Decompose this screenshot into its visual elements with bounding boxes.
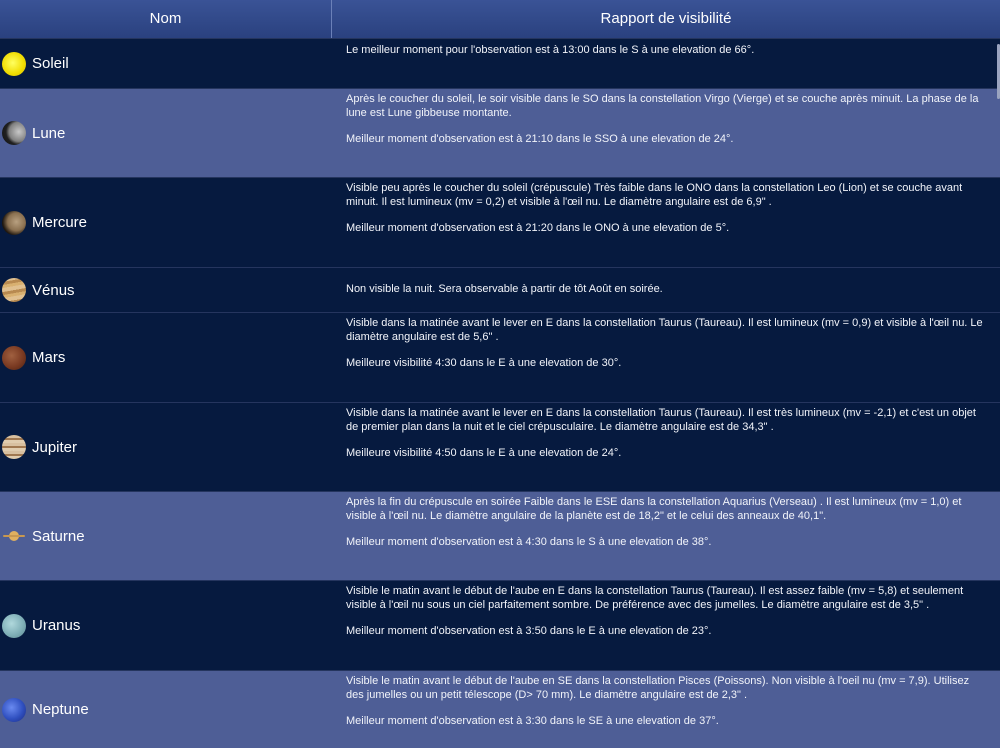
report-cell	[333, 268, 1000, 312]
best-time-text: Le meilleur moment pour l'observation est à 13:00 dans le S à une elevation de 66°.	[346, 44, 755, 56]
table-row[interactable]	[0, 580, 1000, 670]
table-row[interactable]	[0, 402, 1000, 491]
neptune-icon	[2, 698, 26, 722]
best-time-text: Meilleur moment d'observation est à 3:30 dans le SE à une elevation de 37°.	[346, 715, 719, 727]
table-row[interactable]	[0, 670, 1000, 748]
best-time-text: Meilleur moment d'observation est à 4:30 dans le S à une elevation de 38°.	[346, 536, 712, 548]
planet-name-cell	[0, 39, 333, 88]
sun-icon	[2, 52, 26, 76]
uranus-icon	[2, 614, 26, 638]
mercury-icon	[2, 211, 26, 235]
table-row[interactable]	[0, 491, 1000, 580]
table-row[interactable]	[0, 88, 1000, 177]
report-cell	[333, 581, 1000, 670]
visibility-table	[0, 38, 1000, 748]
report-cell	[333, 403, 1000, 491]
planet-name-cell	[0, 671, 333, 748]
visibility-text: Visible dans la matinée avant le lever en E dans la constellation Taurus (Taureau). Il est lumineux (mv = 0,9) et visible à l'œil nu. Le diamètre angulaire est de 5,6" .	[346, 317, 983, 343]
planet-name-cell	[0, 581, 333, 670]
venus-icon	[2, 278, 26, 302]
planet-label: Lune	[32, 124, 66, 142]
mars-icon	[2, 346, 26, 370]
planet-name-cell	[0, 89, 333, 177]
visibility-text: Après la fin du crépuscule en soirée Faible dans le ESE dans la constellation Aquarius (Verseau) . Il est lumineux (mv = 1,0) et visible à l'œil nu. Le diamètre angulaire de la planète est de 18,2" et le celui des anneaux de 40,1".	[346, 496, 962, 522]
planet-name-cell	[0, 492, 333, 580]
visibility-text: Visible le matin avant le début de l'aube en SE dans la constellation Pisces (Poissons). Non visible à l'oeil nu (mv = 7,9). Utilisez des jumelles ou un petit télescope (D> 70 mm). Le diamètre angulaire est de 2,3" .	[346, 675, 970, 701]
best-time-text: Meilleur moment d'observation est à 21:20 dans le ONO à une elevation de 5°.	[346, 222, 730, 234]
best-time-text: Meilleur moment d'observation est à 3:50 dans le E à une elevation de 23°.	[346, 625, 712, 637]
moon-icon	[2, 121, 26, 145]
jupiter-icon	[2, 435, 26, 459]
table-row[interactable]	[0, 267, 1000, 312]
header-name[interactable]: Nom	[0, 0, 332, 38]
report-cell	[333, 178, 1000, 267]
header-report[interactable]: Rapport de visibilité	[600, 10, 732, 27]
planet-name-cell	[0, 268, 333, 312]
visibility-text: Visible le matin avant le début de l'aube en E dans la constellation Taurus (Taureau). Il est assez faible (mv = 5,8) et seulement visible à l'œil nu sous un ciel parfaitement sombre. De préférence avec des jumelles. Le diamètre angulaire est de 3,5" .	[346, 585, 964, 611]
visibility-text: Après le coucher du soleil, le soir visible dans le SO dans la constellation Virgo (Vierge) et se couche après minuit. La phase de la lune est Lune gibbeuse montante.	[346, 93, 979, 119]
best-time-text: Meilleure visibilité 4:50 dans le E à une elevation de 24°.	[346, 447, 622, 459]
table-header	[0, 0, 1000, 39]
report-cell	[333, 313, 1000, 402]
visibility-text: Visible dans la matinée avant le lever en E dans la constellation Taurus (Taureau). Il est très lumineux (mv = -2,1) et c'est un objet de premier plan dans la nuit et le ciel crépusculaire. Le diamètre angulaire est de 34,3" .	[346, 407, 976, 433]
table-row[interactable]	[0, 38, 1000, 88]
visibility-text: Visible peu après le coucher du soleil (crépuscule) Très faible dans le ONO dans la constellation Leo (Lion) et se couche avant minuit. Il est lumineux (mv = 0,2) et visible à l'œil nu. Le diamètre angulaire est de 6,9" .	[346, 182, 963, 208]
planet-name-cell	[0, 403, 333, 491]
planet-label: Jupiter	[32, 438, 78, 456]
planet-label: Saturne	[32, 527, 85, 545]
report-cell	[333, 89, 1000, 177]
table-row[interactable]	[0, 312, 1000, 402]
planet-label: Neptune	[32, 701, 89, 718]
planet-label: Mars	[32, 349, 66, 366]
planet-name-cell	[0, 178, 333, 267]
planet-label: Uranus	[32, 617, 81, 634]
best-time-text: Meilleure visibilité 4:30 dans le E à une elevation de 30°.	[346, 357, 622, 369]
saturn-icon	[2, 524, 26, 548]
planet-label: Mercure	[32, 214, 88, 231]
report-cell	[333, 492, 1000, 580]
best-time-text: Meilleur moment d'observation est à 21:10 dans le SSO à une elevation de 24°.	[346, 133, 734, 145]
planet-name-cell	[0, 313, 333, 402]
report-cell	[333, 39, 1000, 88]
report-cell	[333, 671, 1000, 748]
table-row[interactable]	[0, 177, 1000, 267]
best-time-text: Non visible la nuit. Sera observable à partir de tôt Août en soirée.	[346, 283, 663, 296]
planet-label: Vénus	[32, 281, 75, 299]
planet-label: Soleil	[32, 55, 69, 72]
